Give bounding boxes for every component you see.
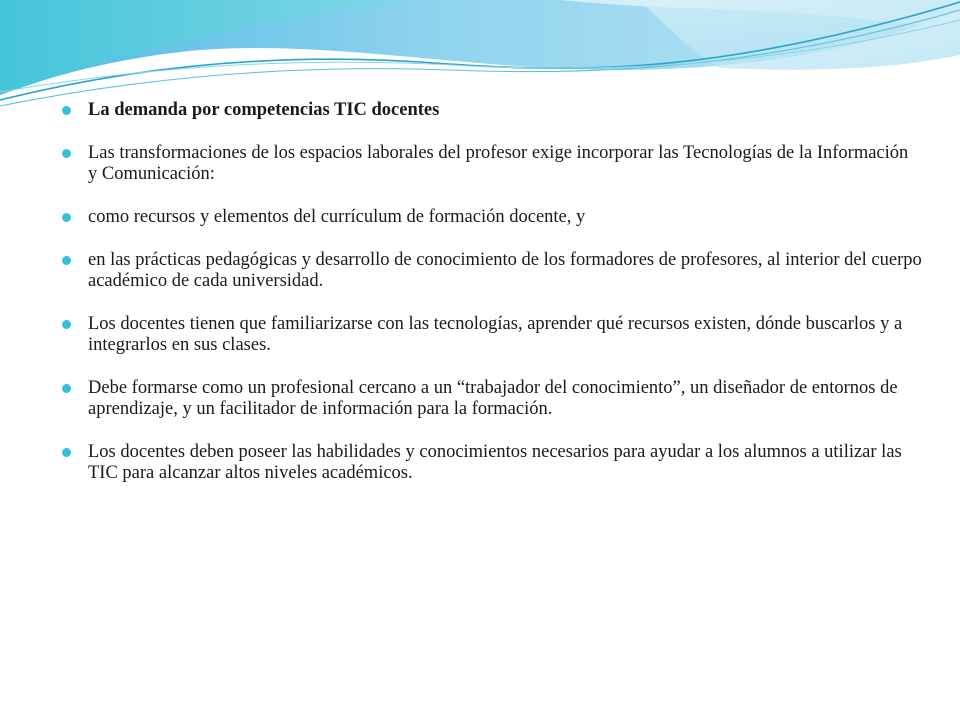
bullet-text: Las transformaciones de los espacios laborales del profesor exige incorporar las Tecnologías de la Información y Comunicación: <box>88 143 909 184</box>
bullet-text: como recursos y elementos del currículum de formación docente, y <box>88 207 586 227</box>
bullet-item <box>62 207 922 228</box>
bullet-text: La demanda por competencias TIC docentes <box>88 100 440 120</box>
bullet-item <box>62 442 922 484</box>
bullet-item <box>62 250 922 292</box>
bullet-item <box>62 314 922 356</box>
bullet-text: Debe formarse como un profesional cercano a un “trabajador del conocimiento”, un diseñador de entornos de aprendizaje, y un facilitador de información para la formación. <box>88 378 898 419</box>
bullet-item <box>62 100 922 121</box>
bullet-dot-icon <box>62 149 71 158</box>
bullet-item <box>62 143 922 185</box>
bullet-dot-icon <box>62 320 71 329</box>
bullet-text: Los docentes deben poseer las habilidades y conocimientos necesarios para ayudar a los alumnos a utilizar las TIC para alcanzar altos niveles académicos. <box>88 442 902 483</box>
bullet-item <box>62 378 922 420</box>
bullet-dot-icon <box>62 256 71 265</box>
bullet-dot-icon <box>62 106 71 115</box>
bullet-list <box>62 100 922 506</box>
bullet-text: Los docentes tienen que familiarizarse con las tecnologías, aprender qué recursos existen, dónde buscarlos y a integrarlos en sus clases. <box>88 314 903 355</box>
bullet-dot-icon <box>62 213 71 222</box>
bullet-dot-icon <box>62 384 71 393</box>
bullet-text: en las prácticas pedagógicas y desarrollo de conocimiento de los formadores de profesores, al interior del cuerpo académico de cada universidad. <box>88 250 922 291</box>
bullet-dot-icon <box>62 448 71 457</box>
